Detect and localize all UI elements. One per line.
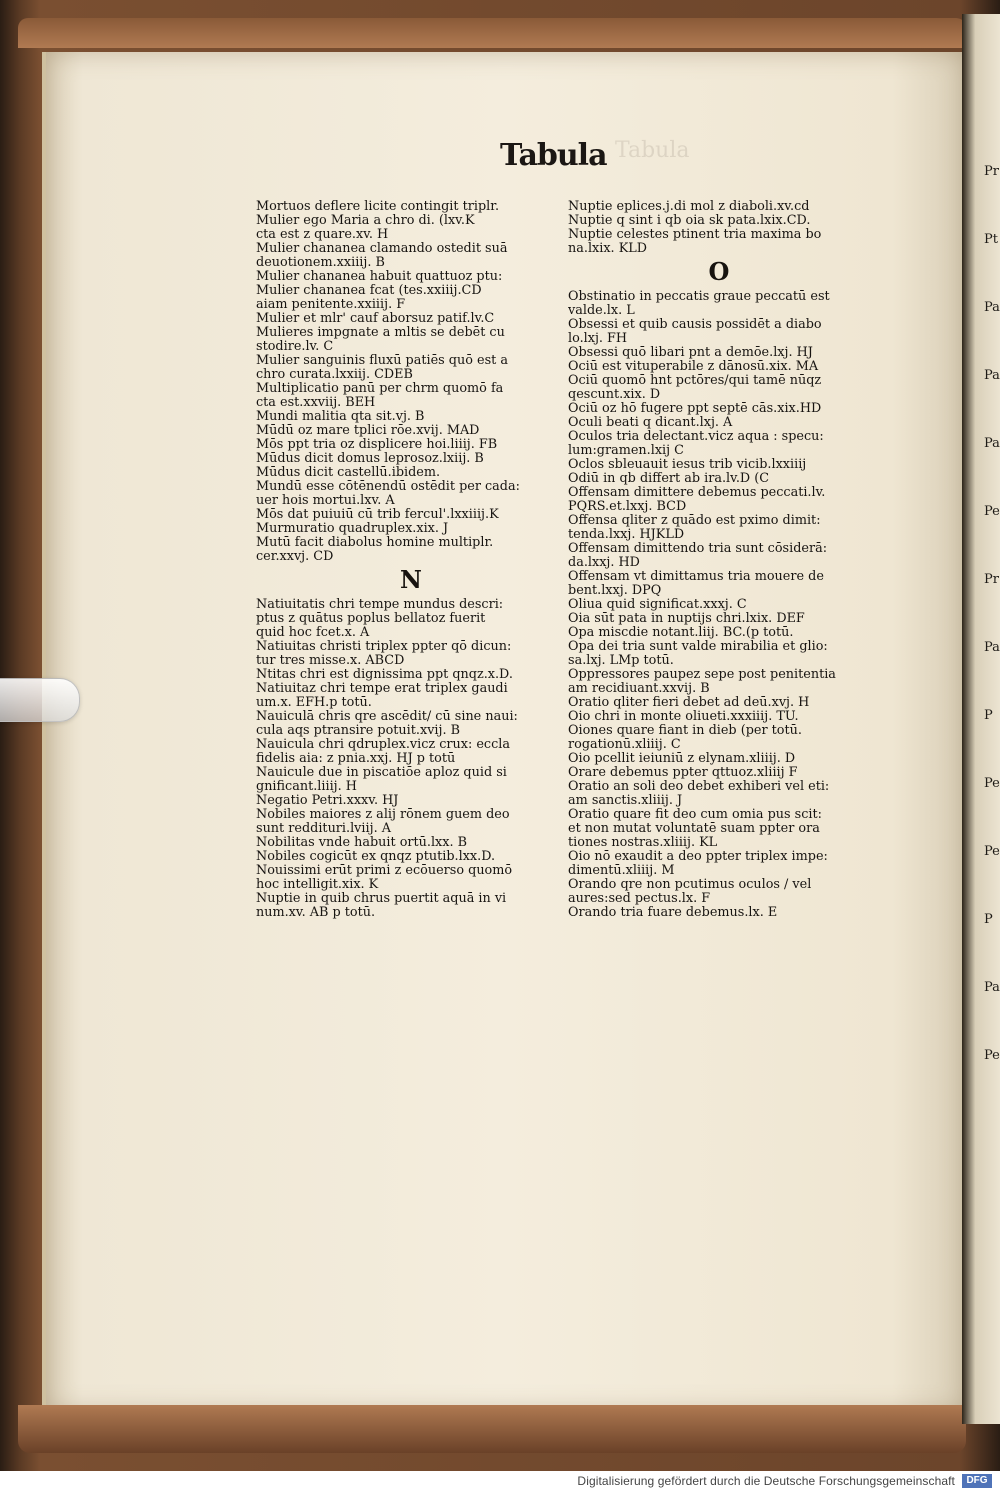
binding-bottom-edge (18, 1405, 966, 1453)
index-entry: da.lxxj. HD (568, 556, 640, 570)
index-entry: Mundū esse cōtēnendū ostēdit per cada: (256, 480, 520, 494)
index-entry: Oio nō exaudit a deo ppter triplex impe: (568, 850, 828, 864)
index-entry: um.x. EFH.p totū. (256, 696, 372, 710)
index-entry: lo.lxj. FH (568, 332, 628, 346)
index-entry: Ociū oz hō fugere ppt septē cās.xix.HD (568, 402, 822, 416)
index-entry: PQRS.et.lxxj. BCD (568, 500, 687, 514)
index-entry: rogationū.xliiij. C (568, 738, 681, 752)
index-entry: Murmuratio quadruplex.xix. J (256, 522, 449, 536)
index-entry: Ociū quomō hnt pctōres/qui tamē nūqz (568, 374, 822, 388)
index-entry: Nouissimi erūt primi z ecōuerso quomō (256, 864, 513, 878)
index-entry: Nauicule due in piscatiōe aploz quid si (256, 766, 507, 780)
index-entry: valde.lx. L (568, 304, 635, 318)
index-entry: Mulier chananea habuit quattuoz ptu: (256, 270, 503, 284)
index-entry: cta est z quare.xv. H (256, 228, 389, 242)
index-entry: Negatio Petri.xxxv. HJ (256, 794, 399, 808)
index-entry: gnificant.liiij. H (256, 780, 357, 794)
index-entry: Oratio quare fit deo cum omia pus scit: (568, 808, 822, 822)
index-entry: Oratio qliter fieri debet ad deū.xvj. H (568, 696, 810, 710)
index-entry: Oio chri in monte oliueti.xxxiiij. TU. (568, 710, 799, 724)
facing-page-glyph: Pa (984, 640, 1000, 655)
page-marker-slip (0, 678, 80, 722)
index-entry: hoc intelligit.xix. K (256, 878, 379, 892)
index-entry: Oiones quare fiant in dieb (per totū. (568, 724, 802, 738)
index-entry: Nauiculā chris qre ascēdit/ cū sine naui: (256, 710, 518, 724)
index-entry: chro curata.lxxiij. CDEB (256, 368, 413, 382)
index-entry: na.lxix. KLD (568, 242, 648, 256)
index-entry: Oclos sbleuauit iesus trib vicib.lxxiiij (568, 458, 807, 472)
index-entry: tiones nostras.xliiij. KL (568, 836, 718, 850)
index-entry: am recidiuant.xxvij. B (568, 682, 710, 696)
index-column-right (568, 200, 870, 920)
index-entry: Ociū est vituperabile z dānosū.xix. MA (568, 360, 819, 374)
index-entry: fidelis aia: z pnia.xxj. HJ p totū (256, 752, 456, 766)
index-entry: Natiuitas christi triplex ppter qō dicun: (256, 640, 512, 654)
index-entry: sunt reddituri.lviij. A (256, 822, 391, 836)
binding-top-edge (18, 18, 966, 48)
index-entry: Mutū facit diabolus homine multiplr. (256, 536, 494, 550)
index-entry: Mōs ppt tria oz displicere hoi.liiij. FB (256, 438, 498, 452)
index-entry: Mulier chananea clamando ostedit suā (256, 242, 508, 256)
index-entry: et non mutat voluntatē suam ppter ora (568, 822, 820, 836)
index-entry: Mōs dat puiuiū cū trib fercul'.lxxiiij.K (256, 508, 499, 522)
index-entry: Obsessi et quib causis possidēt a diabo (568, 318, 822, 332)
dfg-logo-badge: DFG (962, 1474, 992, 1488)
facing-page-glyph: Pe (984, 1048, 1000, 1063)
index-entry: Orando tria fuare debemus.lx. E (568, 906, 778, 920)
index-entry: tur tres misse.x. ABCD (256, 654, 405, 668)
facing-page-glyph: Pa (984, 980, 1000, 995)
index-entry: aures:sed pectus.lx. F (568, 892, 711, 906)
index-entry: Mulier et mlr' cauf aborsuz patif.lv.C (256, 312, 495, 326)
section-m-entries (256, 200, 566, 564)
index-entry: Obsessi quō libari pnt a demōe.lxj. HJ (568, 346, 813, 360)
index-entry: Oculos tria delectant.vicz aqua : specu: (568, 430, 824, 444)
index-entry: Orando qre non pcutimus oculos / vel (568, 878, 812, 892)
facing-page-glyph: Pa (984, 368, 1000, 383)
index-entry: Orare debemus ppter qttuoz.xliiij F (568, 766, 798, 780)
facing-page-edge (962, 14, 1000, 1424)
bleed-through-text: Tabula (615, 138, 690, 163)
index-entry: Nobiles cogicūt ex qnqz ptutib.lxx.D. (256, 850, 496, 864)
facing-page-glyph: Pe (984, 776, 1000, 791)
index-entry: Nuptie q sint i qb oia sk pata.lxix.CD. (568, 214, 811, 228)
section-n-continued-entries (568, 200, 870, 256)
index-column-left (256, 200, 566, 920)
index-entry: Mūdū oz mare tplici rōe.xvij. MAD (256, 424, 480, 438)
index-entry: bent.lxxj. DPQ (568, 584, 662, 598)
index-entry: Odiū in qb differt ab ira.lv.D (C (568, 472, 769, 486)
index-entry: Oppressores paupez sepe post penitentia (568, 668, 836, 682)
section-o-entries (568, 290, 870, 920)
index-entry: am sanctis.xliiij. J (568, 794, 683, 808)
index-entry: Oliua quid significat.xxxj. C (568, 598, 747, 612)
page-heading: Tabula (500, 138, 607, 173)
index-entry: Nauicula chri qdruplex.vicz crux: eccla (256, 738, 510, 752)
index-entry: Nobilitas vnde habuit ortū.lxx. B (256, 836, 468, 850)
index-entry: Offensam vt dimittamus tria mouere de (568, 570, 824, 584)
index-entry: aiam penitente.xxiiij. F (256, 298, 406, 312)
facing-page-glyph: P (984, 708, 993, 723)
index-entry: Oratio an soli deo debet exhiberi vel eti: (568, 780, 830, 794)
index-entry: Offensa qliter z quādo est pximo dimit: (568, 514, 821, 528)
index-entry: Offensam dimittendo tria sunt cōsiderā: (568, 542, 828, 556)
index-entry: tenda.lxxj. HJKLD (568, 528, 685, 542)
section-letter-n: N (400, 565, 422, 594)
index-entry: Mūdus dicit domus leprosoz.lxiij. B (256, 452, 484, 466)
index-entry: Mulier chananea fcat (tes.xxiiij.CD (256, 284, 482, 298)
index-entry: cer.xxvj. CD (256, 550, 334, 564)
index-entry: stodire.lv. C (256, 340, 334, 354)
index-entry: Mundi malitia qta sit.vj. B (256, 410, 425, 424)
index-entry: Opa dei tria sunt valde mirabilia et glio: (568, 640, 828, 654)
facing-page-glyph: P (984, 912, 993, 927)
facing-page-glyph: Pa (984, 300, 1000, 315)
facing-page-glyph: Pa (984, 436, 1000, 451)
facing-page-glyph: Pe (984, 504, 1000, 519)
index-entry: dimentū.xliiij. M (568, 864, 675, 878)
index-entry: Oio pcellit ieiuniū z elynam.xliiij. D (568, 752, 796, 766)
footer-credit: Digitalisierung gefördert durch die Deutsche Forschungsgemeinschaft (577, 1474, 955, 1488)
index-entry: Nobiles maiores z alij rōnem guem deo (256, 808, 510, 822)
index-entry: cta est.xxviij. BEH (256, 396, 376, 410)
index-entry: qescunt.xix. D (568, 388, 661, 402)
section-n-entries (256, 598, 566, 920)
index-entry: Oculi beati q dicant.lxj. A (568, 416, 733, 430)
facing-page-glyph: Pr (984, 572, 999, 587)
index-entry: Mortuos deflere licite contingit triplr. (256, 200, 500, 214)
section-letter-o: O (708, 257, 730, 286)
index-entry: quid hoc fcet.x. A (256, 626, 370, 640)
index-entry: Mulieres impgnate a mltis se debēt cu (256, 326, 505, 340)
index-entry: Obstinatio in peccatis graue peccatū est (568, 290, 830, 304)
facing-page-glyph: Pt (984, 232, 998, 247)
index-entry: lum:gramen.lxij C (568, 444, 684, 458)
index-entry: deuotionem.xxiiij. B (256, 256, 385, 270)
index-entry: cula aqs ptransire potuit.xvij. B (256, 724, 461, 738)
index-entry: Offensam dimittere debemus peccati.lv. (568, 486, 826, 500)
index-entry: Natiuitaz chri tempe erat triplex gaudi (256, 682, 508, 696)
index-entry: Ntitas chri est dignissima ppt qnqz.x.D. (256, 668, 513, 682)
index-entry: Mūdus dicit castellū.ibidem. (256, 466, 441, 480)
index-entry: num.xv. AB p totū. (256, 906, 376, 920)
index-entry: Mulier ego Maria a chro di. (lxv.K (256, 214, 475, 228)
facing-page-glyph: Pr (984, 164, 999, 179)
index-entry: sa.lxj. LMp totū. (568, 654, 674, 668)
facing-page-glyph: Pe (984, 844, 1000, 859)
index-entry: Opa miscdie notant.liij. BC.(p totū. (568, 626, 794, 640)
index-entry: ptus z quātus poplus bellatoz fuerit (256, 612, 486, 626)
index-entry: Mulier sanguinis fluxū patiēs quō est a (256, 354, 508, 368)
index-entry: Natiuitatis chri tempe mundus descri: (256, 598, 504, 612)
index-entry: Multiplicatio panū per chrm quomō fa (256, 382, 504, 396)
index-entry: Oia sūt pata in nuptijs chri.lxix. DEF (568, 612, 805, 626)
digitization-footer (0, 1471, 1000, 1491)
index-entry: Nuptie celestes ptinent tria maxima bo (568, 228, 822, 242)
index-entry: uer hois mortui.lxv. A (256, 494, 395, 508)
index-entry: Nuptie eplices.j.di mol z diaboli.xv.cd (568, 200, 810, 214)
index-entry: Nuptie in quib chrus puertit aquā in vi (256, 892, 507, 906)
